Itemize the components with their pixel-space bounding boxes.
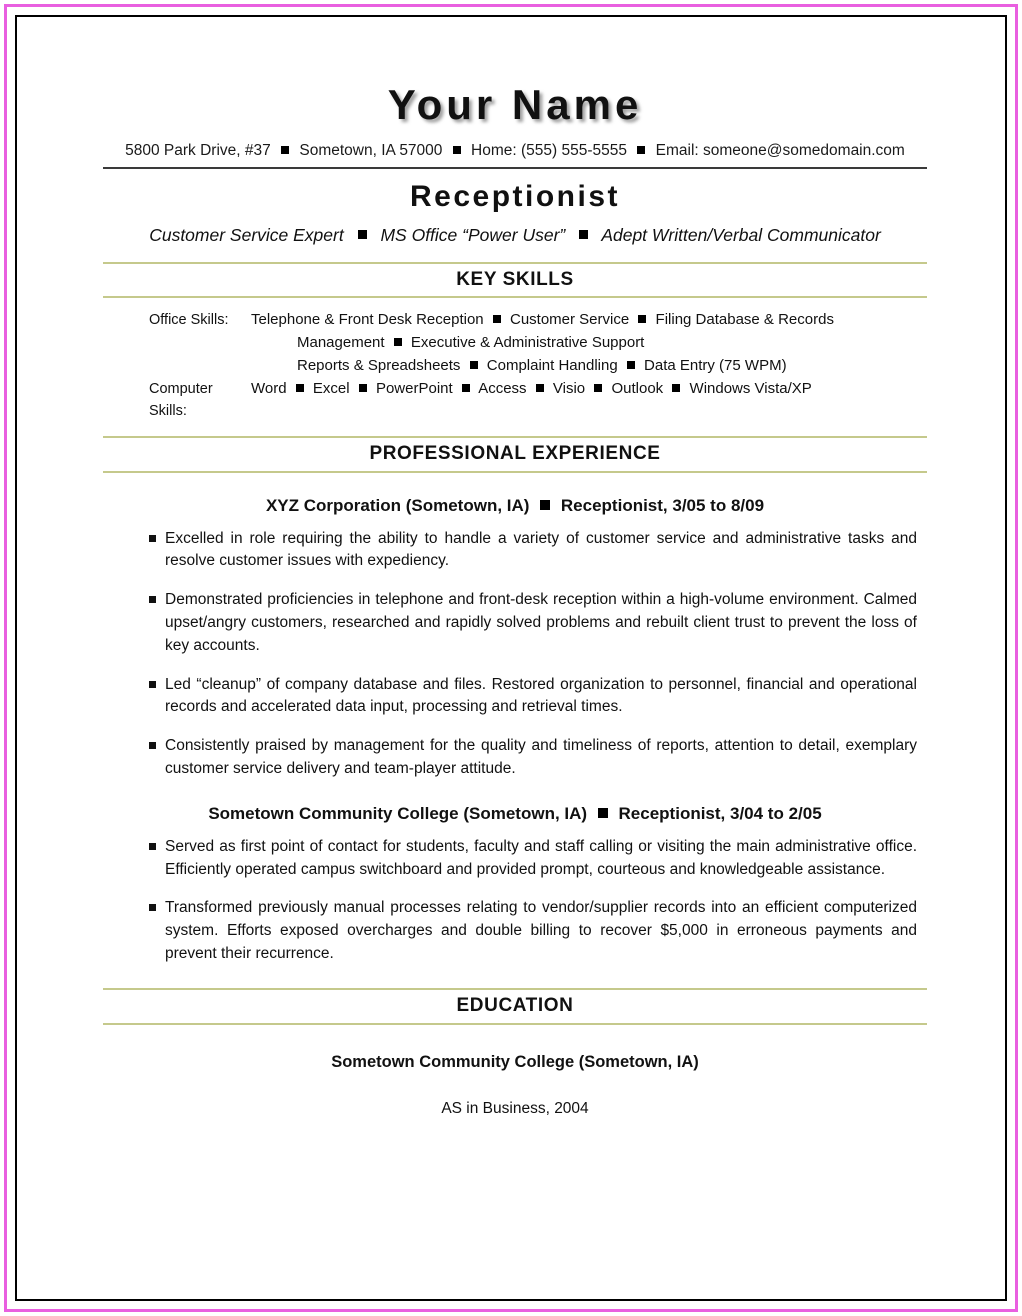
square-separator-icon	[296, 384, 304, 392]
role-and-dates: Receptionist, 3/04 to 2/05	[618, 803, 822, 823]
square-separator-icon	[594, 384, 602, 392]
page-title: Your Name	[387, 81, 643, 128]
tagline-part-2: MS Office “Power User”	[380, 224, 566, 245]
square-separator-icon	[470, 361, 478, 369]
page-inner-border	[15, 15, 1007, 1301]
square-separator-icon	[359, 384, 367, 392]
role-and-dates: Receptionist, 3/05 to 8/09	[560, 495, 765, 515]
square-separator-icon	[394, 338, 402, 346]
square-separator-icon	[540, 500, 550, 510]
square-separator-icon	[598, 808, 608, 818]
list-item: Led “cleanup” of company database and files. Restored organization to personnel, financial and operational records and accelerated data input, processing and retrieval times.	[103, 674, 927, 720]
education-school: Sometown Community College (Sometown, IA)	[331, 1052, 699, 1071]
skills-row-label: Office Skills:	[149, 312, 229, 329]
tagline	[103, 215, 927, 258]
skill-item: Reports & Spreadsheets	[297, 356, 461, 374]
skill-item: Windows Vista/XP	[689, 379, 812, 397]
experience-bullet-list	[103, 836, 927, 966]
skill-item: Executive & Administrative Support	[410, 334, 645, 352]
contact-city-state-zip: Sometown, IA 57000	[299, 142, 443, 160]
section-heading-key-skills	[103, 262, 927, 299]
section-heading-label: PROFESSIONAL EXPERIENCE	[369, 442, 661, 464]
section-heading-education	[103, 988, 927, 1025]
skills-row-value	[251, 309, 927, 332]
skill-item: Filing Database & Records	[655, 311, 834, 329]
list-item: Excelled in role requiring the ability to handle a variety of customer service and administrative tasks and resolve customer issues with expediency.	[103, 528, 927, 574]
experience-entry-header	[103, 785, 927, 836]
section-heading-professional-experience	[103, 436, 927, 473]
square-separator-icon	[358, 230, 367, 239]
experience-entry	[103, 473, 927, 781]
skills-row-value	[251, 378, 927, 401]
skill-item: Excel	[312, 379, 350, 397]
employer-name: XYZ Corporation (Sometown, IA)	[265, 495, 530, 515]
contact-phone: Home: (555) 555-5555	[471, 142, 628, 160]
square-separator-icon	[638, 315, 646, 323]
skill-item: Word	[251, 379, 287, 397]
skill-item: Telephone & Front Desk Reception	[251, 311, 484, 329]
list-item: Served as first point of contact for students, faculty and staff calling or visiting the main administrative office. Efficiently operated campus switchboard and provided prompt, courteous and knowledgeable assistance.	[103, 836, 927, 882]
skill-item: Customer Service	[509, 311, 630, 329]
table-row	[103, 378, 927, 422]
skills-continuation-line	[103, 355, 927, 378]
section-heading-label: KEY SKILLS	[456, 268, 574, 290]
experience-entry	[103, 781, 927, 966]
list-item: Consistently praised by management for the quality and timeliness of reports, attention to detail, exemplary customer service delivery and team-player attitude.	[103, 735, 927, 781]
list-item: Demonstrated proficiencies in telephone and front-desk reception within a high-volume environment. Calmed upset/angry customers, researched and rapidly solved problems and rebuilt client trust to prevent the loss of key accounts.	[103, 589, 927, 657]
page-outer-border	[4, 4, 1018, 1312]
tagline-part-1: Customer Service Expert	[149, 224, 344, 245]
experience-entry-header	[103, 477, 927, 528]
skill-item: Visio	[552, 379, 586, 397]
square-separator-icon	[536, 384, 544, 392]
table-row	[103, 309, 927, 332]
square-separator-icon	[637, 146, 645, 154]
resume-sheet	[17, 17, 1005, 1299]
key-skills-table	[103, 298, 927, 431]
contact-address: 5800 Park Drive, #37	[125, 142, 271, 160]
square-separator-icon	[453, 146, 461, 154]
square-separator-icon	[281, 146, 289, 154]
skill-item: Complaint Handling	[486, 356, 618, 374]
section-heading-label: EDUCATION	[456, 994, 574, 1016]
list-item: Transformed previously manual processes relating to vendor/supplier records into an efficient computerized system. Efforts exposed overcharges and double billing to recover $5,000 in erroneous payments and prevent their recurrence.	[103, 897, 927, 965]
skill-item: Outlook	[611, 379, 664, 397]
skill-item: Management	[297, 334, 385, 352]
experience-bullet-list	[103, 528, 927, 781]
skills-row-label: Computer Skills:	[149, 380, 213, 419]
square-separator-icon	[672, 384, 680, 392]
job-title: Receptionist	[409, 180, 621, 214]
square-separator-icon	[493, 315, 501, 323]
contact-email: Email: someone@somedomain.com	[655, 142, 905, 160]
square-separator-icon	[627, 361, 635, 369]
skill-item: PowerPoint	[375, 379, 453, 397]
square-separator-icon	[462, 384, 470, 392]
tagline-part-3: Adept Written/Verbal Communicator	[601, 224, 881, 245]
skills-continuation-line	[103, 332, 927, 355]
skill-item: Access	[478, 379, 527, 397]
employer-name: Sometown Community College (Sometown, IA)	[208, 803, 588, 823]
resume-content	[103, 81, 927, 1119]
skill-item: Data Entry (75 WPM)	[644, 356, 787, 374]
education-degree: AS in Business, 2004	[441, 1099, 589, 1117]
contact-line	[103, 132, 927, 167]
square-separator-icon	[579, 230, 588, 239]
